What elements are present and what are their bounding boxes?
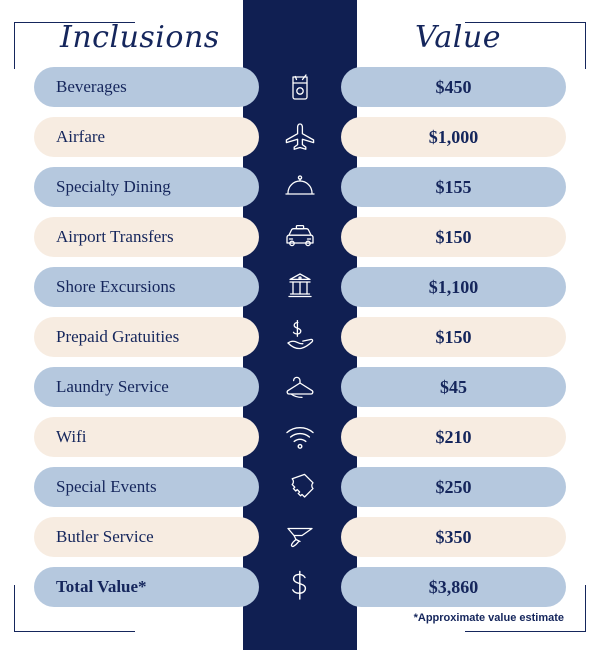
footnote: *Approximate value estimate [413,612,564,624]
table-row [0,512,600,562]
inclusion-value: $45 [341,367,566,407]
inclusion-value: $350 [341,517,566,557]
table-row [0,112,600,162]
value-heading: Value [415,20,501,55]
column-headings [0,12,600,58]
table-row [0,62,600,112]
inclusion-value: $250 [341,467,566,507]
inclusion-label: Beverages [34,67,259,107]
inclusion-label: Wifi [34,417,259,457]
monument-building-icon [243,262,357,312]
table-row [0,412,600,462]
table-row [0,562,600,612]
inclusion-value: $155 [341,167,566,207]
inclusion-value: $150 [341,217,566,257]
inclusion-label: Special Events [34,467,259,507]
drink-glass-icon [243,62,357,112]
taxi-car-icon [243,212,357,262]
inclusion-label: Airfare [34,117,259,157]
inclusion-value: $150 [341,317,566,357]
table-row [0,262,600,312]
inclusion-label: Airport Transfers [34,217,259,257]
table-rows [0,62,600,612]
inclusion-label: Total Value* [34,567,259,607]
hand-with-money-icon [243,312,357,362]
inclusion-label: Shore Excursions [34,267,259,307]
butler-tray-icon [243,512,357,562]
inclusion-value: $210 [341,417,566,457]
table-row [0,312,600,362]
inclusion-value: $450 [341,67,566,107]
inclusion-value: $3,860 [341,567,566,607]
inclusion-label: Laundry Service [34,367,259,407]
table-row [0,212,600,262]
inclusion-value: $1,000 [341,117,566,157]
inclusion-label: Specialty Dining [34,167,259,207]
dollar-sign-icon [243,562,357,612]
wifi-icon [243,412,357,462]
clothes-hanger-icon [243,362,357,412]
inclusions-heading: Inclusions [60,20,220,55]
table-row [0,362,600,412]
inclusion-label: Butler Service [34,517,259,557]
cloche-dome-icon [243,162,357,212]
table-row [0,462,600,512]
airplane-icon [243,112,357,162]
table-row [0,162,600,212]
inclusion-label: Prepaid Gratuities [34,317,259,357]
ticket-icon [243,462,357,512]
inclusion-value: $1,100 [341,267,566,307]
